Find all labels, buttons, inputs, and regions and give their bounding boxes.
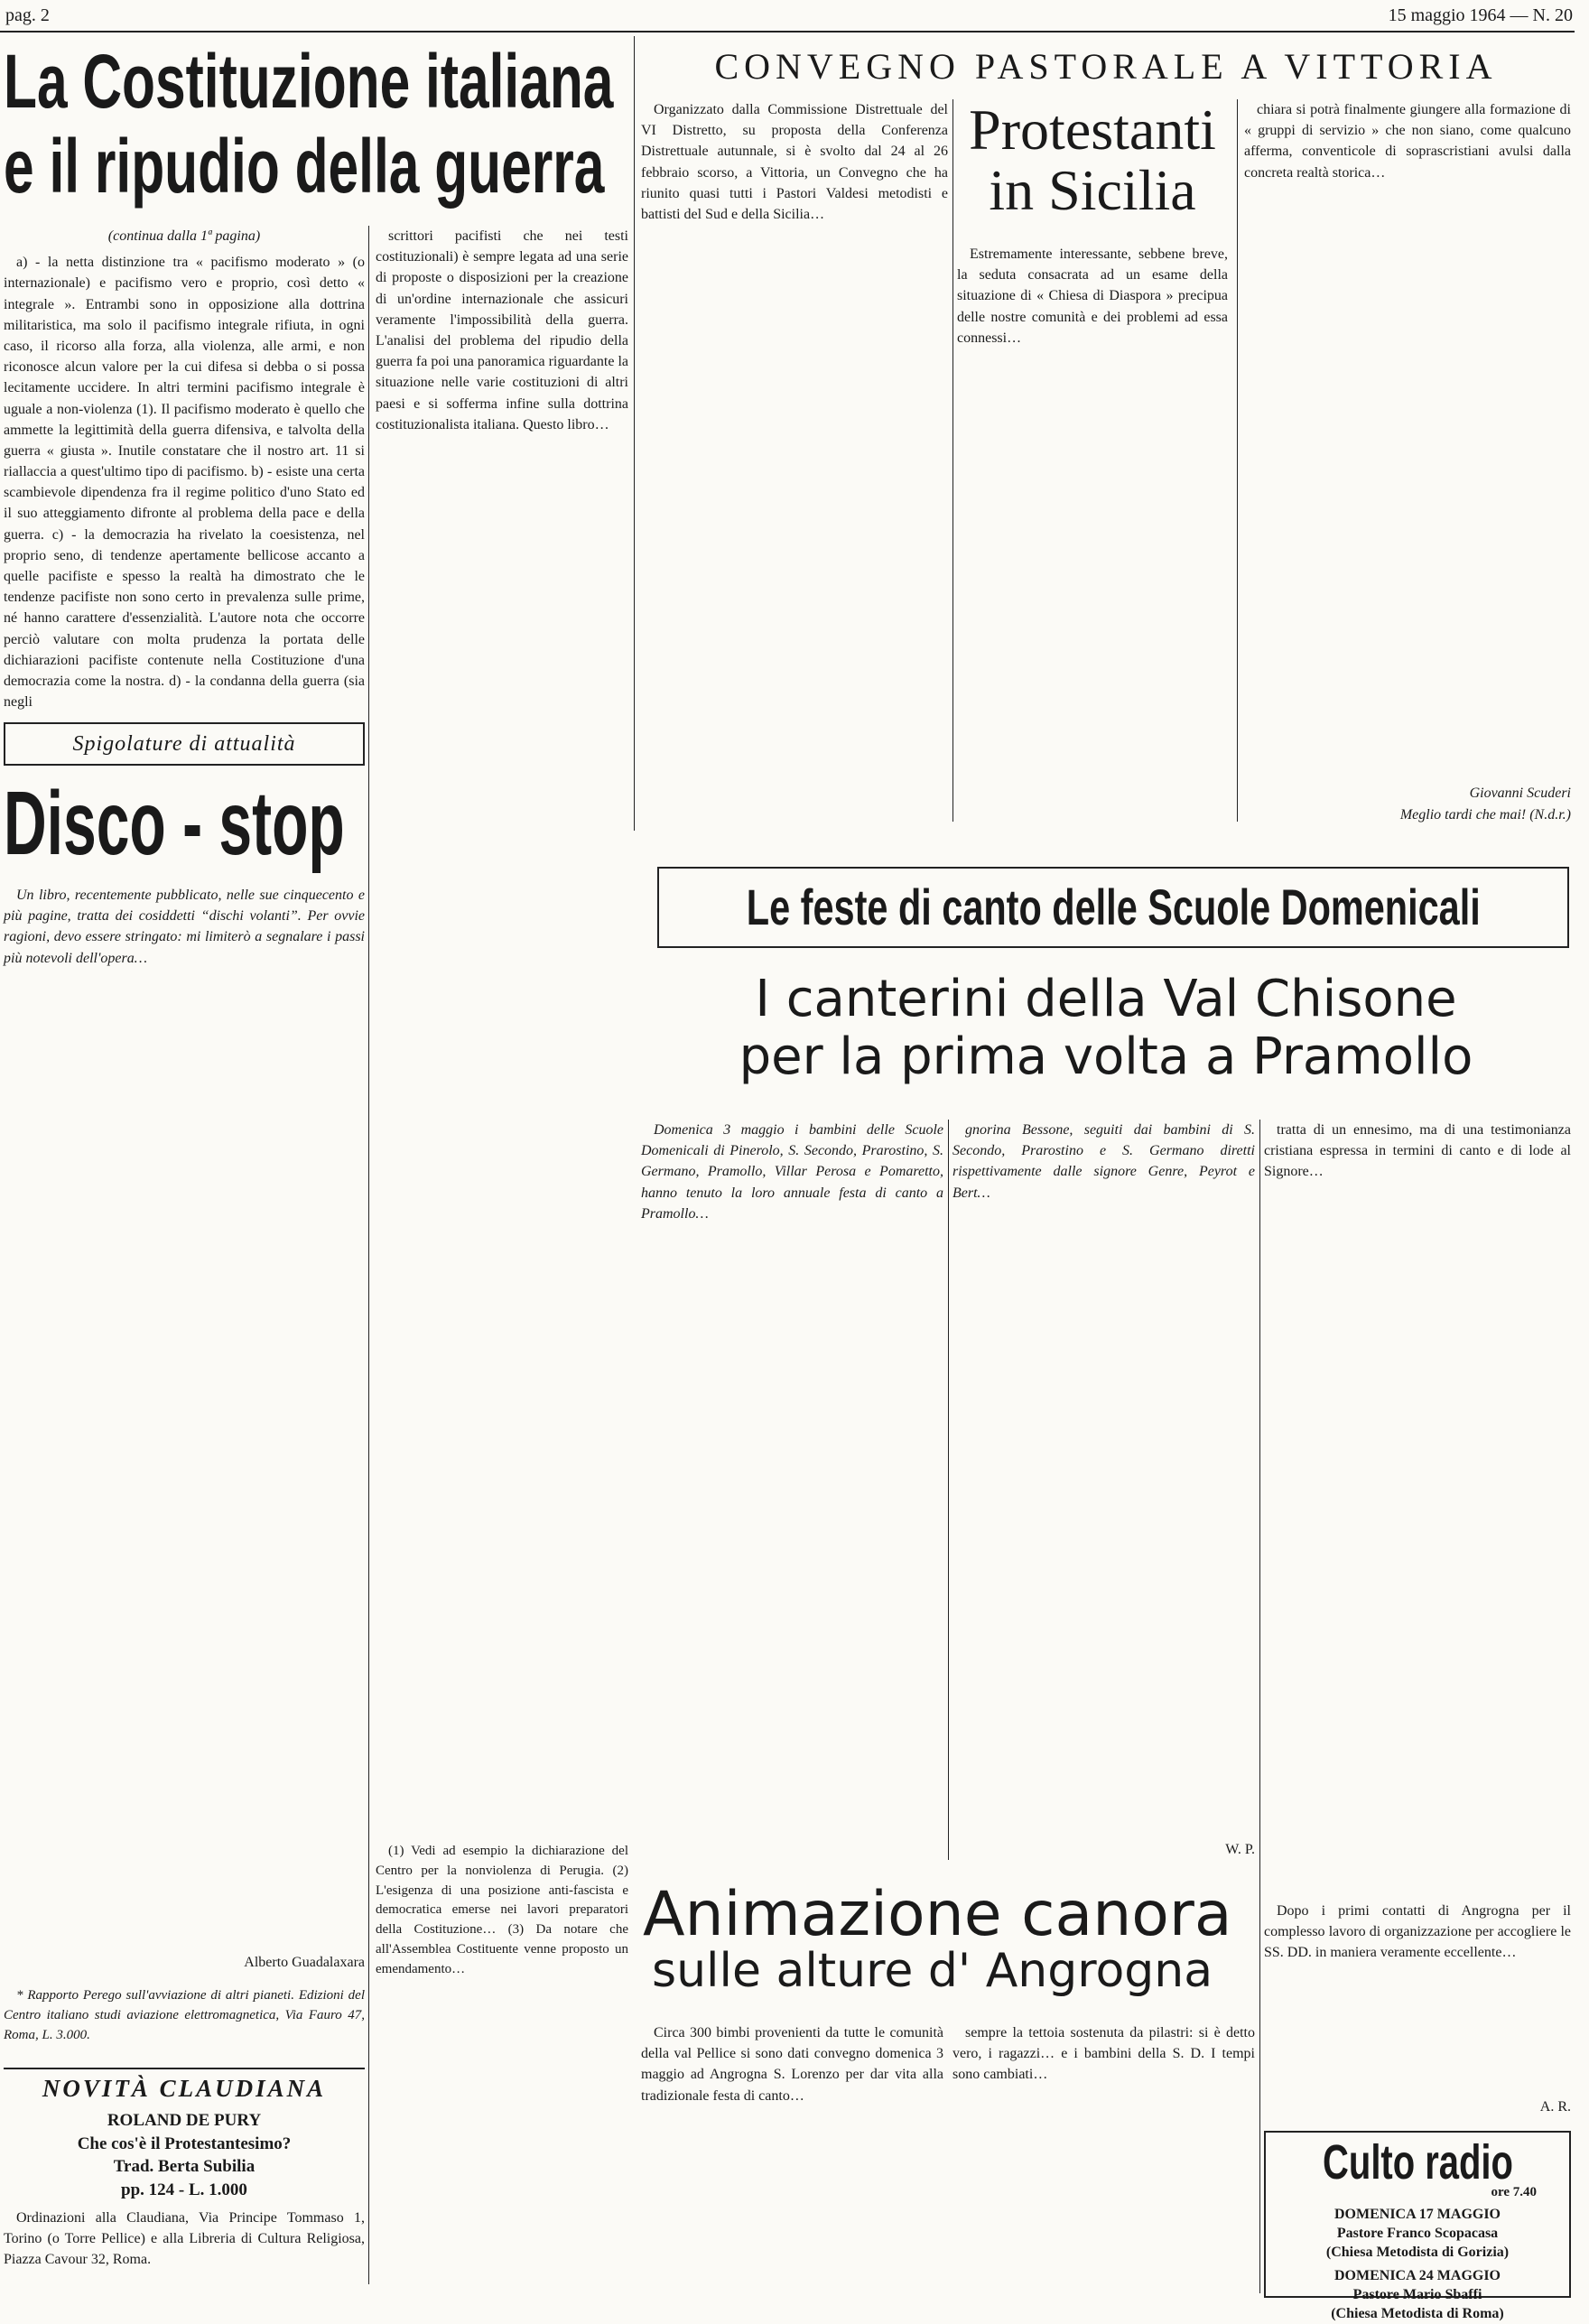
article-text: Domenica 3 maggio i bambini delle Scuole Domenicali di Pinerolo, S. Secondo, Prarostino, S. Germano, Pramollo, Villar Perosa e Pomaretto, hanno tenuto la loro annuale festa di canto a Pramollo… bbox=[641, 1122, 943, 1222]
convegno-headline bbox=[957, 98, 1228, 223]
spigolature-label: Spigolature di attualità bbox=[72, 731, 296, 756]
feste-title-line-1: I canterini della Val Chisone bbox=[755, 970, 1457, 1028]
disco-stop-title: Disco - stop bbox=[4, 773, 345, 874]
footnote: * Rapporto Perego sull'avviazione di altri pianeti. Edizioni del Centro italiano studi aviazione elettromagnetica, Via Fauro 47, Roma, L. 3.000. bbox=[4, 1988, 365, 2042]
convegno-col1 bbox=[641, 99, 948, 822]
convegno-kicker: CONVEGNO PASTORALE A VITTORIA bbox=[714, 46, 1498, 87]
article-text: Organizzato dalla Commissione Distrettuale del VI Distretto, su proposta della Conferenza Distrettuale autunnale, si è svolto dal 24 al 26 febbraio scorso, a Vittoria, un Convegno che ha riunito quasi tutti i Pastori Valdesi metodisti e battisti del Sud e della Sicilia… bbox=[641, 102, 948, 222]
culto-entry-pastor: Pastore Mario Sbaffi bbox=[1352, 2287, 1482, 2303]
novita-author: ROLAND DE PURY bbox=[107, 2111, 262, 2130]
header-rule bbox=[0, 31, 1575, 33]
spigolature-label-box bbox=[4, 722, 365, 766]
column-rule bbox=[948, 1120, 949, 1860]
novita-title: NOVITÀ CLAUDIANA bbox=[42, 2075, 327, 2102]
convegno-col2 bbox=[957, 244, 1228, 822]
article-text: a) - la netta distinzione tra « pacifismo moderato » (o internazionale) e pacifismo vero e proprio, così detto « integrale ». Entrambi sono in opposizione alla dottrina militaristica, ma solo il pacifismo integrale rifiuta, in ogni caso, il ricorso alla forza, alla violenza, alle armi, e non riconosce alcun valore per la cui difesa si debba o si possa lecitamente uccidere. In altri termini pacifismo integrale è uguale a non-violenza (1). Il pacifismo moderato è quello che ammette la legittimità della guerra difensiva, e talvolta della guerra « giusta ». Inutile constatare che il nostro art. 11 si riallaccia a quest'ultimo tipo di pacifismo. b) - esiste una certa scambievole dipendenza fra il regime politico d'uno Stato ed il suo atteggiamento difronte al problema della pace e della guerra. c) - la democrazia ha rivelato la coesistenza, nel proprio seno, di tendenze apertamente bellicose accanto a quelle pacifiste e spesso la realtà ha dimostrato che le tendenze pacifiste non sono certo in prevalenza sulle prime, né hanno carattere d'essenzialità. L'autore nota che occorre perciò valutare con molta prudenza la portata delle dichiarazioni pacifiste contenute nella Costituzione d'una democrazia come la nostra. d) - la condanna della guerra (sia negli bbox=[4, 255, 365, 711]
column-rule bbox=[1259, 1120, 1260, 2293]
column-rule bbox=[368, 226, 369, 2284]
article-text: chiara si potrà finalmente giungere alla formazione di « gruppi di servizio » che non siano, come qualcuno afferma, conventicole di soprascristiani avulsi dalla concreta realtà storica… bbox=[1244, 102, 1571, 181]
novita-book-info bbox=[4, 2109, 365, 2202]
article-text: gnorina Bessone, seguiti dai bambini di S. Secondo, Prarostino e S. Germano diretti rispettivamente dalle signore Genre, Peyrot e Bert… bbox=[952, 1122, 1255, 1201]
continued-note: (continua dalla 1ª pagina) bbox=[107, 228, 261, 244]
angrogna-headline bbox=[643, 1879, 1257, 1999]
issue-date: 15 maggio 1964 — N. 20 bbox=[1388, 5, 1573, 25]
novita-translator: Trad. Berta Subilia bbox=[113, 2157, 256, 2177]
headline-line-1: La Costituzione italiana bbox=[4, 39, 614, 124]
column-rule bbox=[1237, 99, 1238, 822]
angrogna-col1 bbox=[641, 2022, 943, 2293]
angrogna-col3 bbox=[1264, 1901, 1571, 2099]
disco-stop-text bbox=[4, 885, 365, 1950]
culto-entry-church: (Chiesa Metodista di Gorizia) bbox=[1325, 2244, 1510, 2260]
convegno-title-line-2: in Sicilia bbox=[989, 158, 1196, 223]
article-text: Un libro, recentemente pubblicato, nelle sue cinquecento e più pagine, tratta dei cosiddetti “dischi volanti”. Per ovvie ragioni, devo essere stringato: mi limiterò a segnalare i passi più notevoli dell'opera… bbox=[4, 888, 365, 966]
feste-signature: W. P. bbox=[1225, 1842, 1255, 1857]
novita-book-title: Che cos'è il Protestantesimo? bbox=[77, 2133, 292, 2153]
article-costituzione-col1 bbox=[4, 226, 365, 711]
article-text: Circa 300 bimbi provenienti da tutte le comunità della val Pellice si sono dati convegno domenica 3 maggio ad Angrogna S. Lorenzo per dar vita alla tradizionale festa di canto… bbox=[641, 2025, 943, 2104]
footnotes: (1) Vedi ad esempio la dichiarazione del Centro per la nonviolenza di Perugia. (2) L'esigenza di una posizione anti-fascista e democratica emerse nei lavori preparatori della Costituzione… (3) Da notare che all'Assemblea Costituente venne proposto un emendamento… bbox=[376, 1844, 628, 1976]
culto-entry-church: (Chiesa Metodista di Roma) bbox=[1331, 2305, 1504, 2321]
culto-radio-time: ore 7.40 bbox=[1491, 2185, 1537, 2199]
article-text: Dopo i primi contatti di Angrogna per il complesso lavoro di organizzazione per accogliere le SS. DD. in maniera veramente eccellente… bbox=[1264, 1903, 1571, 1961]
convegno-signature: Giovanni Scuderi bbox=[1469, 786, 1571, 801]
culto-entry-date: DOMENICA 17 MAGGIO bbox=[1334, 2207, 1501, 2222]
culto-radio-title: Culto radio bbox=[1322, 2135, 1513, 2189]
feste-col2 bbox=[952, 1120, 1255, 1851]
article-text: tratta di un ennesimo, ma di una testimonianza cristiana espressa in termini di canto e di lode al Signore… bbox=[1264, 1122, 1571, 1180]
article-costituzione-notes bbox=[376, 1842, 628, 2275]
article-costituzione-col2 bbox=[376, 226, 628, 1824]
page-number: pag. 2 bbox=[5, 5, 50, 25]
headline-line-2: e il ripudio della guerra bbox=[4, 124, 605, 209]
article-text: Estremamente interessante, sebbene breve, la seduta consacrata ad un esame della situazione di « Chiesa di Diaspora » precipua delle nostre comunità e dei problemi ad essa connessi… bbox=[957, 246, 1228, 346]
culto-entry-pastor: Pastore Franco Scopacasa bbox=[1336, 2225, 1499, 2241]
novita-orders bbox=[4, 2208, 365, 2298]
column-rule bbox=[952, 99, 953, 822]
culto-radio-box bbox=[1264, 2131, 1571, 2321]
column-rule bbox=[634, 36, 635, 831]
disco-stop-footnote bbox=[4, 1986, 365, 2059]
culto-entry-1 bbox=[1266, 2206, 1569, 2262]
feste-headline bbox=[641, 971, 1571, 1087]
convegno-signature-note: Meglio tardi che mai! (N.d.r.) bbox=[1399, 807, 1571, 823]
convegno-col3 bbox=[1244, 99, 1571, 786]
disco-stop-headline bbox=[4, 773, 365, 878]
angrogna-signature: A. R. bbox=[1539, 2099, 1571, 2115]
convegno-title-line-1: Protestanti bbox=[969, 98, 1216, 162]
novita-orders-text: Ordinazioni alla Claudiana, Via Principe Tommaso 1, Torino (o Torre Pellice) e alla Libreria di Cultura Religiosa, Piazza Cavour 32, Roma. bbox=[4, 2210, 365, 2268]
feste-title-line-2: per la prima volta a Pramollo bbox=[739, 1027, 1473, 1087]
angrogna-title-line-1: Animazione canora bbox=[643, 1879, 1232, 1950]
disco-stop-signature: Alberto Guadalaxara bbox=[244, 1955, 365, 1970]
angrogna-col2 bbox=[952, 2022, 1255, 2293]
feste-banner bbox=[657, 867, 1569, 948]
article-text: sempre la tettoia sostenuta da pilastri: si è detto vero, i ragazzi… e i bambini della S. D. I tempi sono cambiati… bbox=[952, 2025, 1255, 2083]
section-rule bbox=[4, 2068, 365, 2069]
article-text: scrittori pacifisti che nei testi costituzionali) è sempre legata ad una serie di proposte o disposizioni per la creazione di un'ordine internazionale che assicuri veramente l'impossibilità della guerra. L'analisi del problema del ripudio della guerra fa poi una panoramica riguardante la situazione nelle varie costituzioni di altri paesi e si sofferma infine sulla dottrina costituzionalista italiana. Questo libro… bbox=[376, 228, 628, 432]
angrogna-title-line-2: sulle alture d' Angrogna bbox=[652, 1944, 1213, 1999]
culto-entry-date: DOMENICA 24 MAGGIO bbox=[1334, 2268, 1501, 2284]
feste-col1 bbox=[641, 1120, 943, 1851]
feste-col3 bbox=[1264, 1120, 1571, 1896]
feste-banner-title: Le feste di canto delle Scuole Domenicali bbox=[746, 878, 1481, 935]
novita-price: pp. 124 - L. 1.000 bbox=[121, 2180, 247, 2199]
article-costituzione-headline bbox=[4, 39, 627, 215]
culto-entry-2 bbox=[1266, 2267, 1569, 2323]
